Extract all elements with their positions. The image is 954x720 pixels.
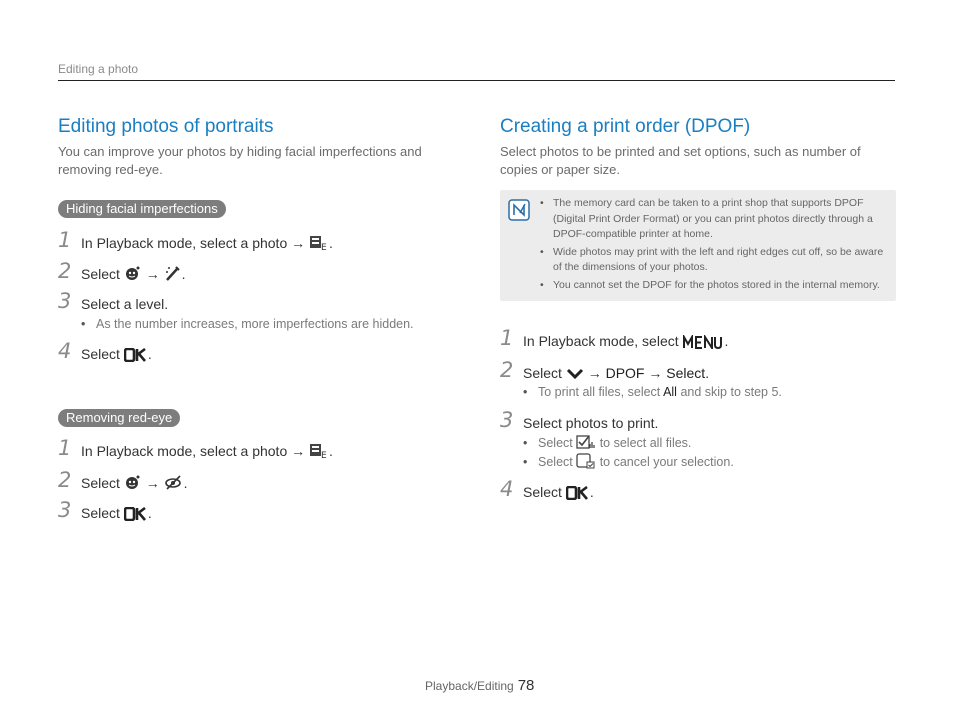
step-number: 4 [500,477,514,501]
bullet-text: Select [538,455,577,469]
ok-icon [124,348,148,366]
step-number: 1 [58,228,72,252]
select-option: Select [666,365,706,381]
ok-icon [124,507,148,525]
step-text-end: . [589,484,594,500]
bullet-text-end: to select all files. [596,436,692,450]
dpof-option: DPOF [605,365,645,381]
step-text: Select [81,475,124,491]
step-text: In Playback mode, select a photo → [81,443,310,459]
edit-menu-icon [309,442,329,463]
bullet-cancel: • Select to cancel your selection. [523,453,734,473]
note-item: • Wide photos may print with the left and right edges cut off, so be aware of the dimensions of your photos. [538,245,891,276]
step-text-end: . [705,365,710,381]
chevron-down-icon [566,367,584,385]
bullet-text: As the number increases, more imperfections are hidden. [96,317,414,331]
face-tone-icon [164,265,182,286]
step-number: 2 [58,259,72,283]
step-text: Select [81,346,124,362]
header-rule [58,80,895,81]
step-text: Select [523,484,566,500]
all-option: All [663,385,677,399]
step-number: 3 [58,498,72,522]
step-arrow: → [583,365,606,381]
note-box [500,190,896,301]
step-text: Select [81,266,124,282]
bullet-print-all: • To print all files, select All and skip to step 5. [523,385,782,399]
page-footer [425,677,534,694]
bullet-text-end: to cancel your selection. [596,455,734,469]
step-text-end: . [181,266,186,282]
right-intro: Select photos to be printed and set options, such as number of copies or paper size. [500,144,861,177]
left-column [58,115,458,522]
right-column [500,115,896,501]
step-text-end: . [329,443,333,459]
bullet-text: To print all files, select [538,385,664,399]
note-item: • The memory card can be taken to a print shop that supports DPOF (Digital Print Order Format) or you can print photos directly through a DPOF-compatible printer at home. [538,196,891,243]
step-number: 1 [58,436,72,460]
step-number: 3 [500,408,514,432]
step-number: 3 [58,289,72,313]
step-text: Select [523,365,566,381]
section-label-redeye: Removing red-eye [58,409,180,427]
step-text: Select a level. [81,296,169,312]
right-title: Creating a print order (DPOF) [500,116,751,137]
section-label-hiding: Hiding facial imperfections [58,200,226,218]
bullet-level-note: • As the number increases, more imperfections are hidden. [81,317,414,331]
select-all-icon [576,434,596,454]
page-header: Editing a photo [58,62,139,76]
menu-icon [683,335,725,353]
note-icon [508,199,530,226]
step-number: 1 [500,326,514,350]
ok-icon [566,486,590,504]
step-text: Select photos to print. [523,415,659,431]
page-number: 78 [517,677,535,694]
note-item: • You cannot set the DPOF for the photos stored in the internal memory. [538,278,891,294]
svg-text:E: E [321,451,327,459]
note-list [538,196,891,295]
step-number: 4 [58,339,72,363]
bullet-text: Select [538,436,577,450]
step-arrow: → [141,475,164,491]
footer-section: Playback/Editing [425,679,514,693]
step-text: In Playback mode, select [523,333,683,349]
bullet-select-all: • Select to select all files. [523,434,691,454]
step-arrow: → [644,365,667,381]
edit-menu-icon [309,234,329,255]
step-text: In Playback mode, select a photo → [81,235,310,251]
step-number: 2 [58,468,72,492]
left-title: Editing photos of portraits [58,116,274,137]
svg-text:E: E [321,243,327,251]
step-number: 2 [500,358,514,382]
left-intro: You can improve your photos by hiding facial imperfections and removing red-eye. [58,144,422,177]
deselect-icon [576,453,596,473]
step-text-end: . [147,505,152,521]
red-eye-fix-icon [164,474,184,495]
step-text-end: . [183,475,188,491]
step-arrow: → [141,266,164,282]
step-text-end: . [724,333,729,349]
step-text: Select [81,505,124,521]
bullet-text-end: and skip to step 5. [676,385,782,399]
face-retouch-icon [124,265,142,286]
step-text-end: . [147,346,152,362]
step-text-end: . [329,235,333,251]
face-retouch-icon [124,474,142,495]
